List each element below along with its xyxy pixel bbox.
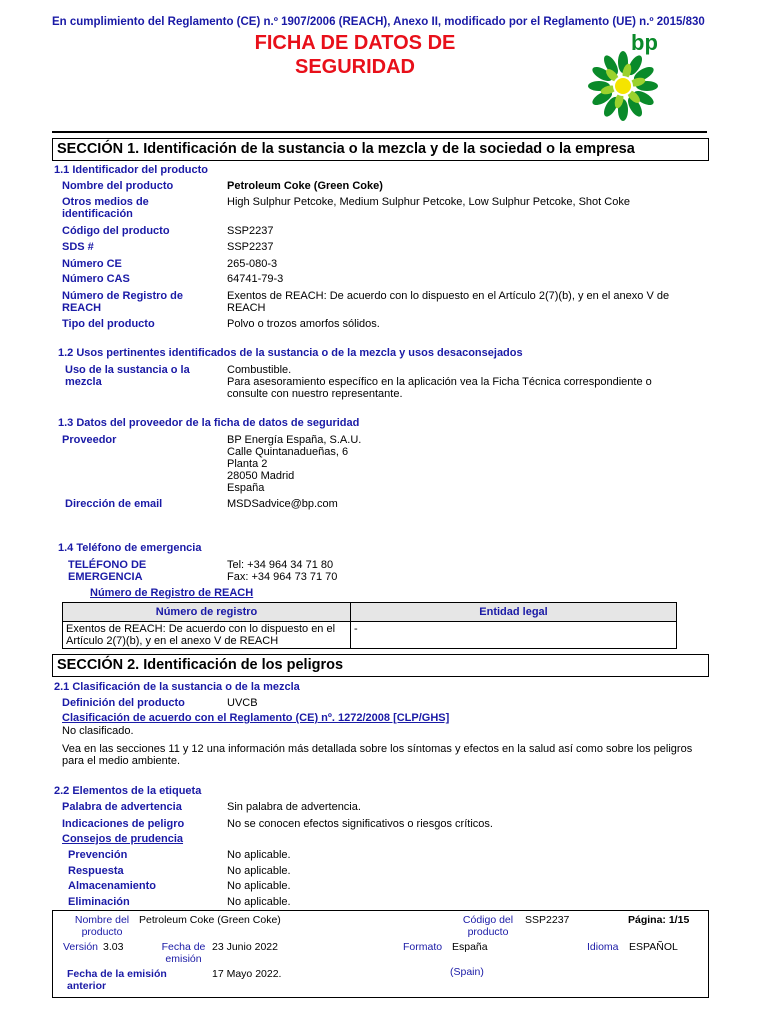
value-hazard-statements: No se conocen efectos significativos o riesgos críticos.	[227, 818, 493, 830]
value-emergency-tel: Tel: +34 964 34 71 80	[227, 559, 334, 571]
bp-helios-logo-icon	[587, 50, 659, 122]
footer-previous-issue-label: Fecha de la emisión anterior	[67, 968, 167, 992]
provider-line: España	[227, 482, 265, 494]
value-disposal: No aplicable.	[227, 896, 291, 908]
reach-registration-link[interactable]: Número de Registro de REACH	[90, 587, 254, 599]
reach-table-header-entity: Entidad legal	[351, 603, 677, 622]
reach-table-cell-entity: -	[351, 622, 677, 649]
heading-2-2: 2.2 Elementos de la etiqueta	[54, 785, 202, 797]
provider-line: BP Energía España, S.A.U.	[227, 434, 362, 446]
label-signal-word: Palabra de advertencia	[62, 801, 182, 813]
value-use-line-1: Combustible.	[227, 364, 292, 376]
bp-logo-text: bp	[631, 30, 658, 55]
clp-classification-link[interactable]: Clasificación de acuerdo con el Reglamento (CE) nº. 1272/2008 [CLP/GHS]	[62, 712, 450, 724]
label-other-ids: Otros medios de identificación	[62, 196, 149, 220]
not-classified-text: No clasificado.	[62, 725, 134, 737]
provider-line: Planta 2	[227, 458, 268, 470]
footer-language-label: Idioma	[587, 941, 619, 953]
precautionary-statements-link[interactable]: Consejos de prudencia	[62, 833, 184, 845]
provider-line: 28050 Madrid	[227, 470, 295, 482]
value-product-code: SSP2237	[227, 225, 274, 237]
label-storage: Almacenamiento	[68, 880, 157, 892]
footer-previous-issue-value: 17 Mayo 2022.	[212, 968, 282, 980]
label-reach-number: Número de Registro de REACH	[62, 290, 184, 314]
footer-format-sub: (Spain)	[450, 966, 484, 978]
section-1-title: SECCIÓN 1. Identificación de la sustancia o la mezcla y de la sociedad o la empresa	[52, 138, 709, 161]
section-2-title: SECCIÓN 2. Identificación de los peligros	[52, 654, 709, 677]
label-product-name: Nombre del producto	[62, 180, 174, 192]
label-cas-number: Número CAS	[62, 273, 130, 285]
footer-product-code-value: SSP2237	[525, 914, 570, 926]
footer-version-value: 3.03	[103, 941, 124, 953]
reach-table-header-number: Número de registro	[63, 603, 351, 622]
label-product-code: Código del producto	[62, 225, 170, 237]
heading-1-4: 1.4 Teléfono de emergencia	[58, 542, 202, 554]
footer-product-code-label: Código del producto	[462, 914, 514, 938]
value-product-name: Petroleum Coke (Green Coke)	[227, 180, 383, 192]
header-divider	[52, 131, 707, 133]
footer-format-label: Formato	[403, 941, 443, 953]
footer-issue-date-value: 23 Junio 2022	[212, 941, 278, 953]
email-link[interactable]: MSDSadvice@bp.com	[227, 498, 338, 510]
label-disposal: Eliminación	[68, 896, 130, 908]
label-provider: Proveedor	[62, 434, 117, 446]
provider-address	[227, 434, 361, 494]
heading-1-2: 1.2 Usos pertinentes identificados de la sustancia o de la mezcla y usos desaconsejados	[58, 347, 523, 359]
value-other-ids: High Sulphur Petcoke, Medium Sulphur Petcoke, Low Sulphur Petcoke, Shot Coke	[227, 196, 630, 208]
title-line-2: SEGURIDAD	[294, 56, 415, 78]
reach-registration-table	[62, 602, 677, 649]
footer-language-value: ESPAÑOL	[629, 941, 678, 953]
reach-table-cell-number: Exentos de REACH: De acuerdo con lo dispuesto en el Artículo 2(7)(b), y en el anexo V de REACH	[63, 622, 351, 649]
footer-format-value: España	[452, 941, 488, 953]
page-footer	[52, 910, 709, 998]
document-title	[230, 31, 480, 79]
footer-product-name-label: Nombre del producto	[74, 914, 130, 938]
label-sds: SDS #	[62, 241, 94, 253]
value-sds: SSP2237	[227, 241, 274, 253]
value-product-type: Polvo o trozos amorfos sólidos.	[227, 318, 380, 330]
label-emergency-phone: TELÉFONO DE EMERGENCIA	[68, 559, 147, 583]
label-ec-number: Número CE	[62, 258, 122, 270]
value-response: No aplicable.	[227, 865, 291, 877]
value-ec-number: 265-080-3	[227, 258, 278, 270]
health-effects-note: Vea en las secciones 11 y 12 una información más detallada sobre los síntomas y efectos en la salud así como sobre los peligros para el medio ambiente.	[62, 743, 693, 767]
value-signal-word: Sin palabra de advertencia.	[227, 801, 361, 813]
footer-issue-date-label: Fecha de emisión	[161, 941, 206, 965]
title-line-1: FICHA DE DATOS DE	[254, 32, 456, 54]
footer-page-number: Página: 1/15	[628, 914, 690, 926]
label-hazard-statements: Indicaciones de peligro	[62, 818, 185, 830]
value-reach-number: Exentos de REACH: De acuerdo con lo dispuesto en el Artículo 2(7)(b), y en el anexo V de REACH	[227, 290, 670, 314]
value-product-definition: UVCB	[227, 697, 258, 709]
provider-line: Calle Quintanadueñas, 6	[227, 446, 349, 458]
value-use-line-2: Para asesoramiento específico en la aplicación vea la Ficha Técnica correspondiente o consulte con nuestro representante.	[227, 376, 652, 400]
heading-1-3: 1.3 Datos del proveedor de la ficha de datos de seguridad	[58, 417, 360, 429]
heading-2-1: 2.1 Clasificación de la sustancia o de la mezcla	[54, 681, 300, 693]
label-email: Dirección de email	[65, 498, 163, 510]
label-substance-use: Uso de la sustancia o la mezcla	[65, 364, 190, 388]
regulation-line: En cumplimiento del Reglamento (CE) n.º 1907/2006 (REACH), Anexo II, modificado por el Reglamento (UE) n.º 2015/830	[52, 16, 705, 28]
value-prevention: No aplicable.	[227, 849, 291, 861]
value-cas-number: 64741-79-3	[227, 273, 284, 285]
label-prevention: Prevención	[68, 849, 128, 861]
label-product-definition: Definición del producto	[62, 697, 185, 709]
value-emergency-fax: Fax: +34 964 73 71 70	[227, 571, 338, 583]
label-response: Respuesta	[68, 865, 124, 877]
label-product-type: Tipo del producto	[62, 318, 155, 330]
heading-1-1: 1.1 Identificador del producto	[54, 164, 209, 176]
footer-product-name-value: Petroleum Coke (Green Coke)	[139, 914, 281, 926]
value-storage: No aplicable.	[227, 880, 291, 892]
footer-version-label: Versión	[63, 941, 99, 953]
